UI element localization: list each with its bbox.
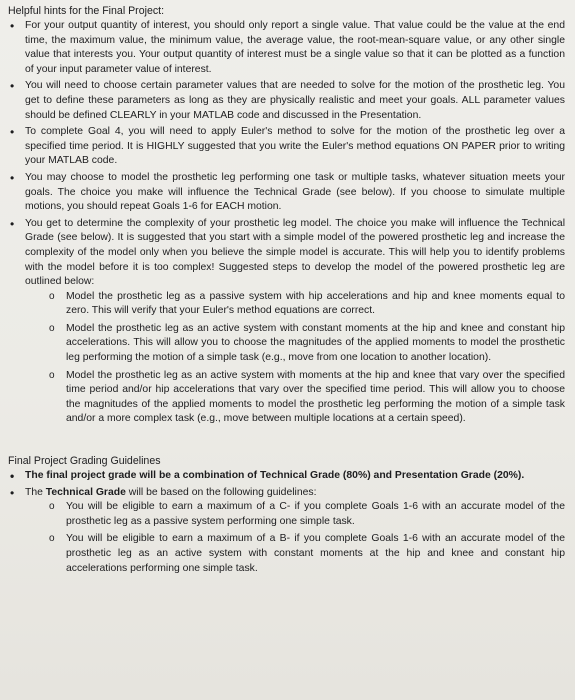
grading-technical-suffix: will be based on the following guidelines:: [125, 486, 317, 498]
grading-combination: [8, 469, 565, 484]
hints-heading: Helpful hints for the Final Project:: [8, 5, 165, 17]
grading-combination-text: The final project grade will be a combination of Technical Grade (80%) and Presentation Grade (20%).: [25, 470, 525, 482]
model-step-passive: o Model the prosthetic leg as a passive system with hip accelerations and hip and knee moments equal to zero. This will verify that your Euler's method equations are correct.: [49, 290, 565, 319]
hints-list: [8, 19, 565, 427]
grading-technical-prefix: The: [25, 486, 46, 498]
hint-parameter-values: • You will need to choose certain parameter values that are needed to solve for the motion of the prosthetic leg. You get to define these parameters as long as they are physically realistic and meet your goals. ALL parameter values should be defined CLEARLY in your MATLAB code and discussed in the Presentation.: [8, 79, 565, 123]
model-steps-list: [25, 290, 565, 427]
model-step-varying: o Model the prosthetic leg as an active system with moments at the hip and knee that vary over the specified time period and/or hip accelerations that vary over the specified time period. This will allow you to choose the magnitudes of the applied moments to model the prosthetic leg performing the motion of a simple task and/or a more complex task (e.g., move between multiple locations at a certain speed).: [49, 369, 565, 427]
hint-model-complexity: [8, 217, 565, 427]
hint-model-complexity-text: You get to determine the complexity of your prosthetic leg model. The choice you make will influence the Technical Grade (see below). It is suggested that you start with a simple model of the powered prosthetic leg and increase the complexity of the model only when you believe the simple model is accurate. This will help you to identify problems with the model before it is too complex! Suggested steps to develop the model of the powered prosthetic leg are outlined below:: [25, 217, 565, 288]
hint-multiple-tasks: • You may choose to model the prosthetic leg performing one task or multiple tasks, whatever situation meets your goals. The choice you make will influence the Technical Grade (see below). If you choose to simulate multiple motions, you should repeat Goals 1-6 for EACH motion.: [8, 171, 565, 215]
hint-output-quantity: • For your output quantity of interest, you should only report a single value. That value could be the value at the end time, the maximum value, the minimum value, the average value, the root-mean-square value, or any other single value that interests you. Your output quantity of interest must be a single value so that it can be plotted as a function of your input parameter value of interest.: [8, 19, 565, 77]
hint-eulers-method: • To complete Goal 4, you will need to apply Euler's method to solve for the motion of the prosthetic leg over a specified time period. It is HIGHLY suggested that you write the Euler's method equations ON PAPER prior to writing your MATLAB code.: [8, 125, 565, 169]
grading-technical-bold: Technical Grade: [45, 486, 126, 498]
guideline-b-minus: o You will be eligible to earn a maximum of a B- if you complete Goals 1-6 with an accurate model of the prosthetic leg as an active system with constant moments at the hip and knee and constant hip accelerations performing one simple task.: [49, 532, 565, 576]
model-step-constant: o Model the prosthetic leg as an active system with constant moments at the hip and knee and constant hip accelerations. This will allow you to choose the magnitudes of the applied moments to model the prosthetic leg performing the motion of a simple task (e.g., move from one location to another location).: [49, 322, 565, 366]
section-gap: [8, 430, 565, 454]
grading-heading: Final Project Grading Guidelines: [8, 455, 161, 468]
grading-technical: [8, 486, 565, 577]
technical-guidelines-list: [25, 500, 565, 576]
grading-list: [8, 469, 565, 576]
guideline-c-minus: o You will be eligible to earn a maximum of a C- if you complete Goals 1-6 with an accurate model of the prosthetic leg as a passive system performing one simple task.: [49, 500, 565, 529]
